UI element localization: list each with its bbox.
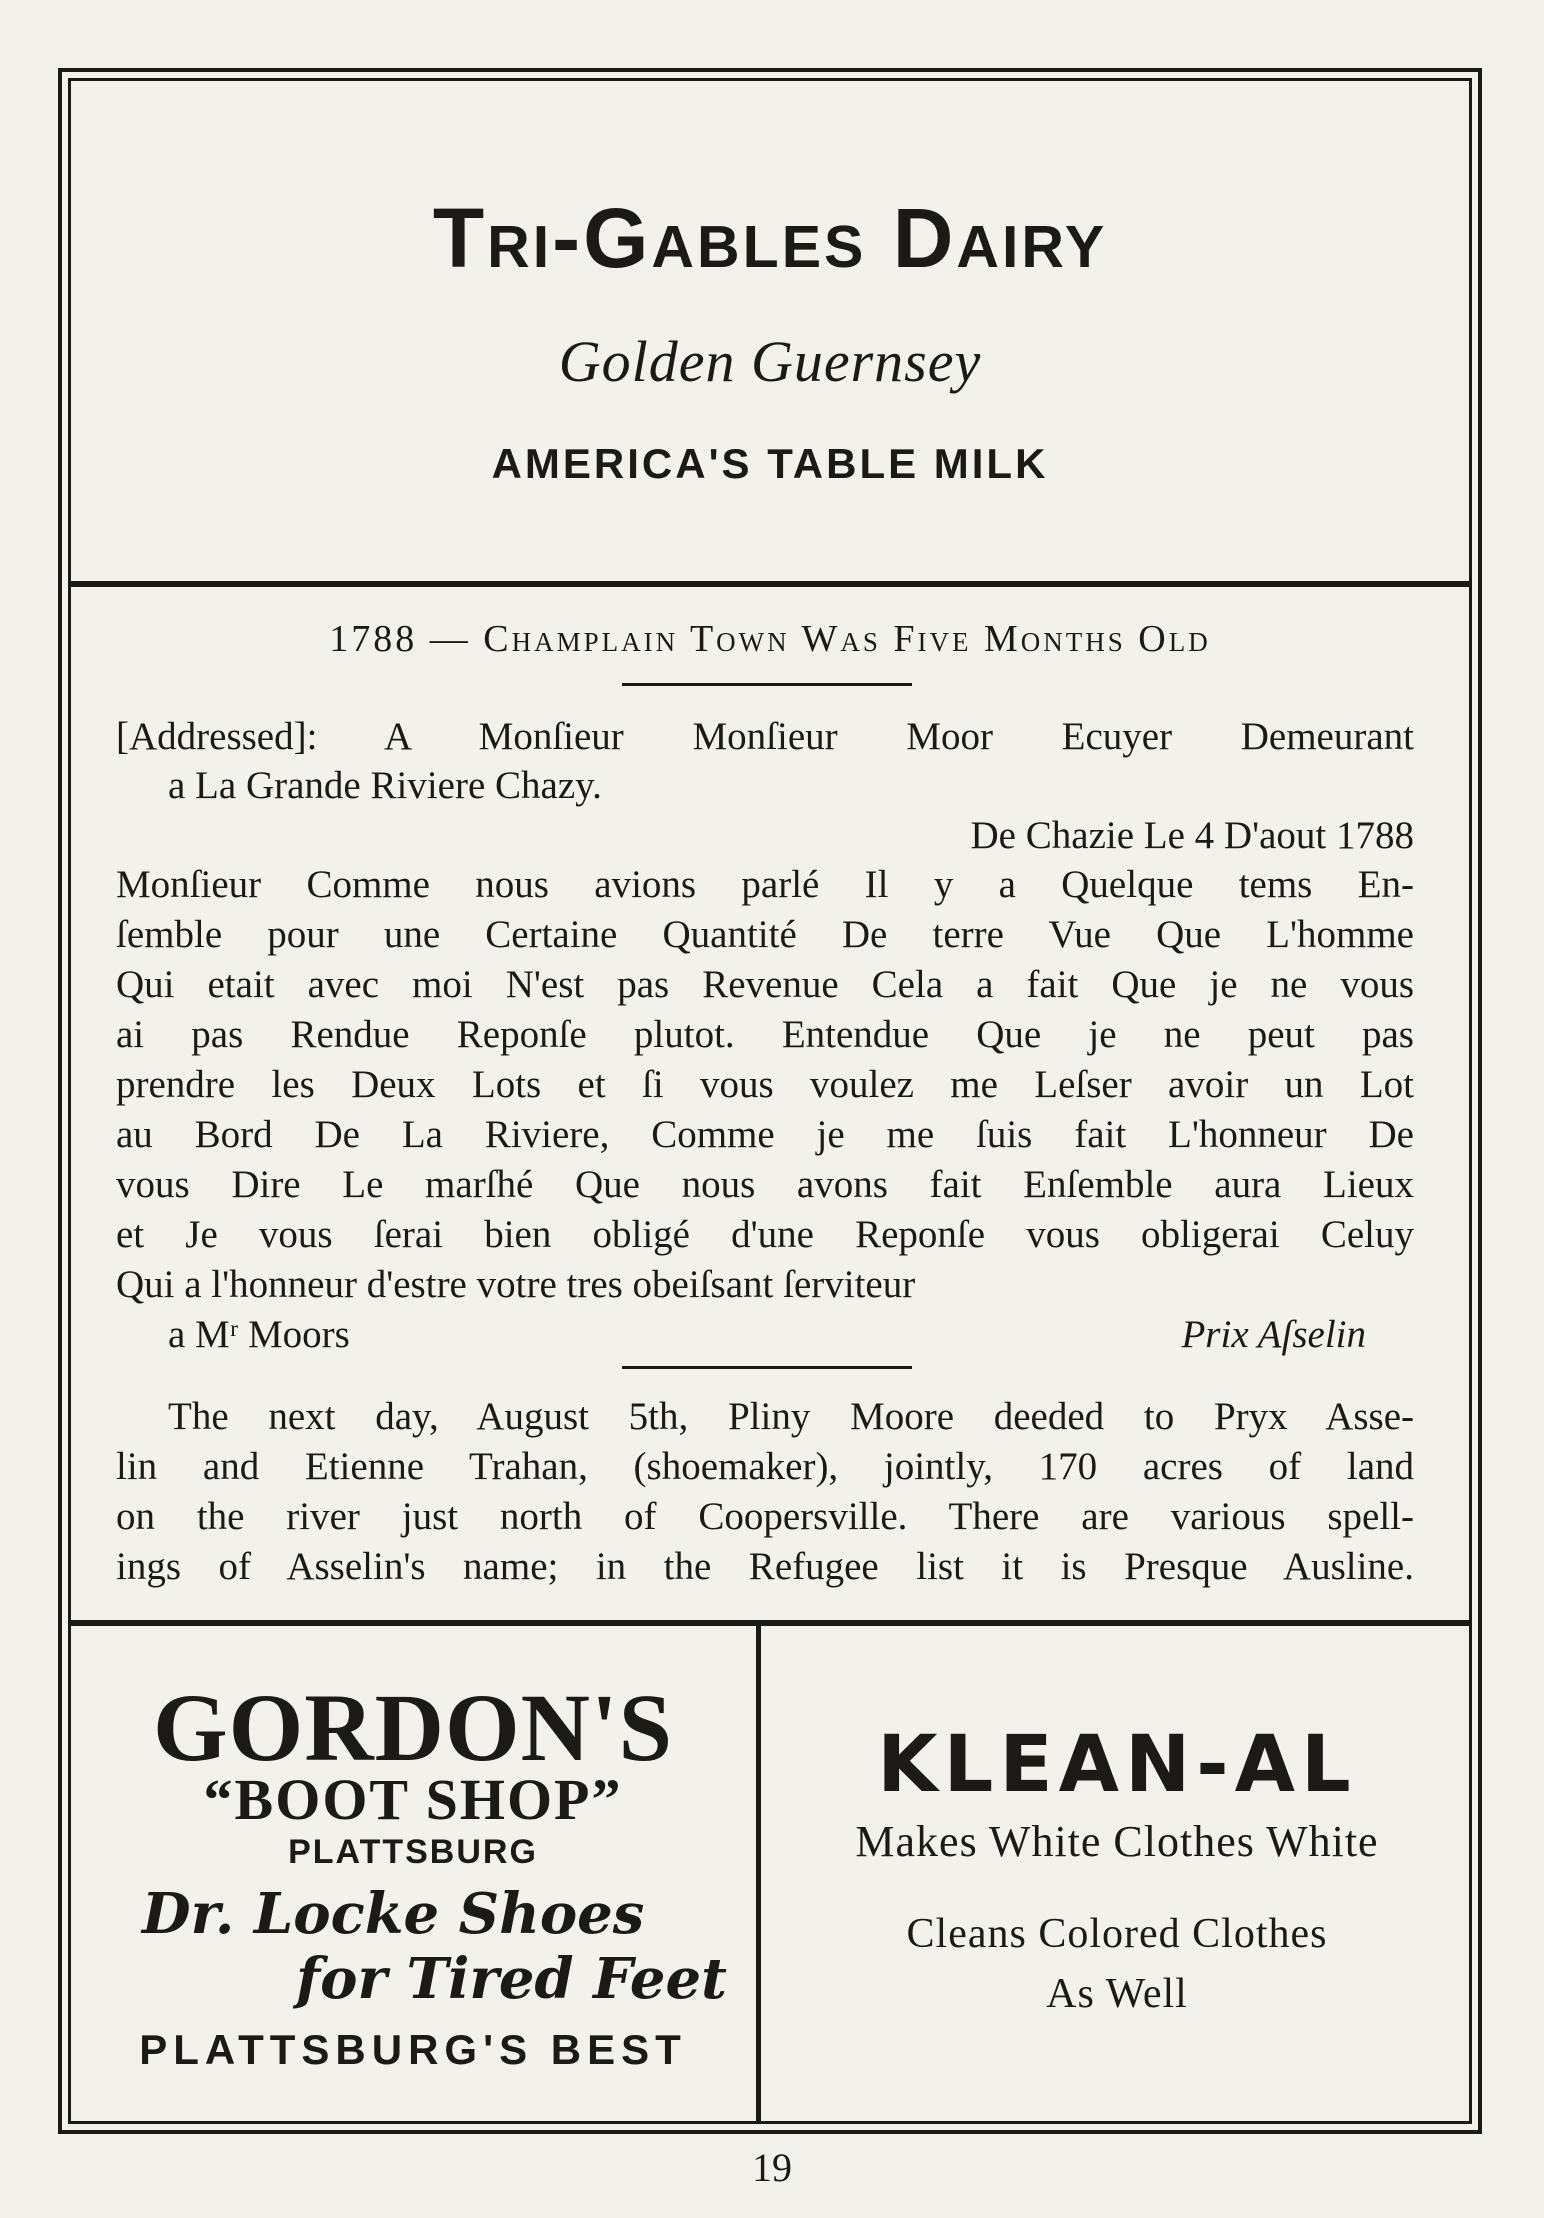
letter-recipient: a Mʳ Moors — [168, 1313, 350, 1356]
kleanal-title: KLEAN-AL — [877, 1720, 1357, 1810]
closing-line: on the river just north of Coopersville. There are various spell- — [116, 1495, 1414, 1538]
divider-bottom — [68, 1620, 1472, 1626]
letter-rule — [622, 1366, 912, 1369]
gordons-line-1: Dr. Locke Shoes — [142, 1881, 645, 1947]
divider-top — [68, 581, 1472, 587]
article-heading: 1788 — Champlain Town Was Five Months Old — [329, 618, 1211, 660]
letter-line: au Bord De La Riviere, Comme je me ſuis fait L'honneur De — [116, 1113, 1414, 1156]
letter-line: et Je vous ſerai bien obligé d'une Reponſe vous obligerai Celuy — [116, 1213, 1414, 1256]
dairy-subtitle: Golden Guernsey — [558, 329, 982, 394]
letter-line: ai pas Rendue Reponſe plutot. Entendue Que je ne peut pas — [116, 1013, 1414, 1056]
heading-rule — [622, 683, 912, 686]
gordons-line-2: for Tired Feet — [296, 1946, 727, 2012]
letter-line: vous Dire Le marſhé Que nous avons fait Enſemble aura Lieux — [116, 1163, 1414, 1206]
dairy-ad — [68, 78, 1472, 581]
gordons-slogan: PLATTSBURG'S BEST — [139, 2026, 687, 2073]
address-line-2: a La Grande Riviere Chazy. — [168, 764, 602, 807]
gordons-subtitle: “BOOT SHOP” — [203, 1767, 623, 1832]
kleanal-ad — [762, 1628, 1472, 2124]
dairy-title: Tri-Gables Dairy — [432, 191, 1108, 285]
letter-signature: Prix Aſselin — [1181, 1313, 1366, 1356]
gordons-title: GORDON'S — [152, 1674, 674, 1781]
gordons-city: PLATTSBURG — [288, 1833, 538, 1871]
closing-line: lin and Etienne Trahan, (shoemaker), jointly, 170 acres of land — [116, 1445, 1414, 1488]
kleanal-line-2: As Well — [1046, 1971, 1188, 2017]
page-number: 19 — [752, 2145, 792, 2190]
letter-dateline: De Chazie Le 4 D'aout 1788 — [970, 814, 1414, 857]
letter-line: prendre les Deux Lots et ſi vous voulez me Leſser avoir un Lot — [116, 1063, 1414, 1106]
closing-line: ings of Asselin's name; in the Refugee list it is Presque Ausline. — [116, 1545, 1414, 1588]
kleanal-subtitle: Makes White Clothes White — [855, 1817, 1379, 1866]
letter-line: Qui a l'honneur d'estre votre tres obeiſsant ſerviteur — [116, 1263, 916, 1306]
letter-line: ſemble pour une Certaine Quantité De terre Vue Que L'homme — [116, 913, 1414, 956]
address-line-1: [Addressed]: A Monſieur Monſieur Moor Ecuyer Demeurant — [116, 715, 1414, 758]
dairy-tagline: AMERICA'S TABLE MILK — [491, 440, 1049, 487]
letter-line: Qui etait avec moi N'est pas Revenue Cela a fait Que je ne vous — [116, 963, 1414, 1006]
letter-line: Monſieur Comme nous avions parlé Il y a Quelque tems En- — [116, 863, 1414, 906]
closing-line: The next day, August 5th, Pliny Moore deeded to Pryx Asse- — [168, 1395, 1414, 1438]
kleanal-line-1: Cleans Colored Clothes — [906, 1911, 1328, 1957]
gordons-ad — [68, 1628, 758, 2124]
